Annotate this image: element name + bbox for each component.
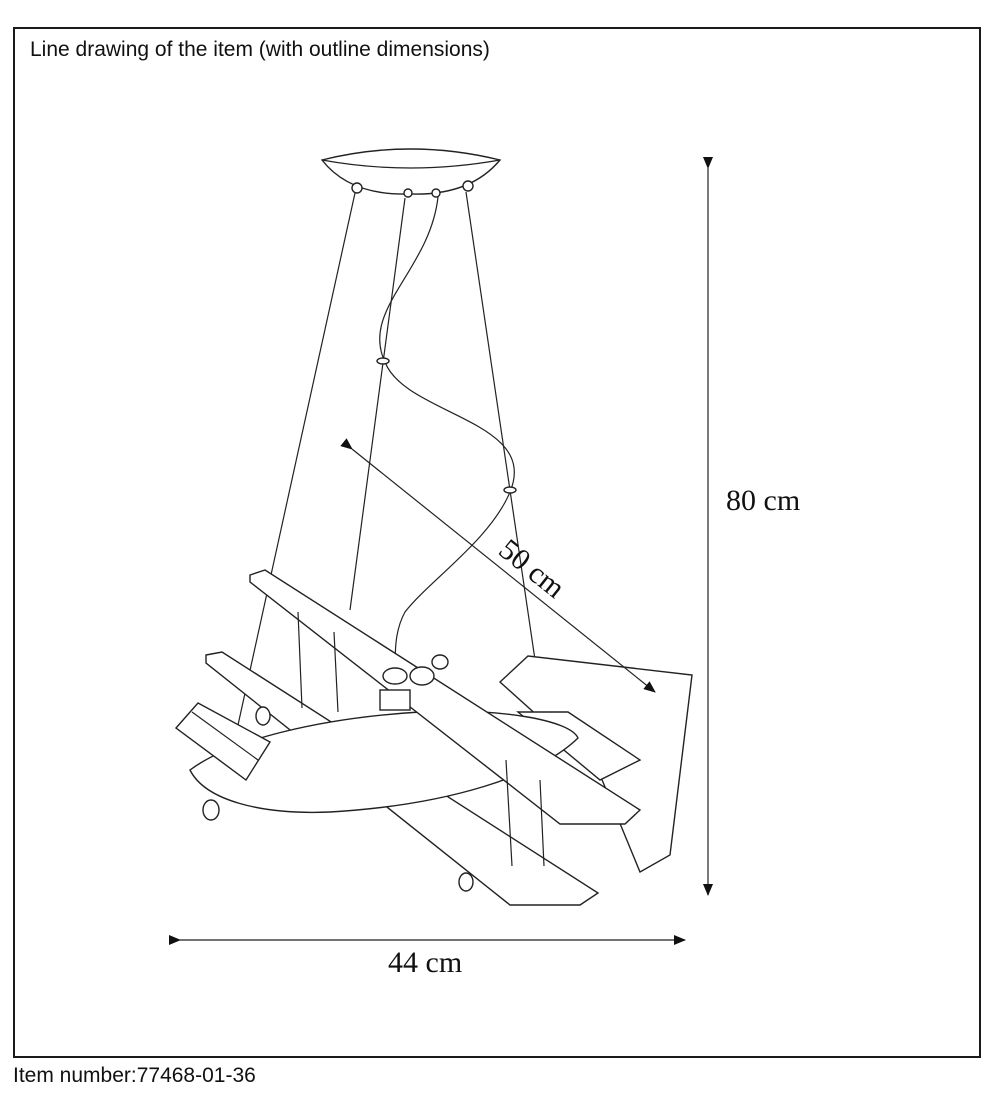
cable-clip [377,358,389,364]
length-label: 50 cm [492,532,572,605]
power-cable [380,197,515,672]
cable-clip [504,487,516,493]
ceiling-canopy [322,149,500,197]
width-label: 44 cm [388,946,463,979]
drawing-heading: Line drawing of the item (with outline dimensions) [30,38,490,61]
item-number: Item number:77468-01-36 [13,1064,256,1087]
height-dimension [708,168,800,895]
height-label: 80 cm [726,484,801,517]
biplane-model [176,570,692,905]
width-dimension [180,940,685,979]
